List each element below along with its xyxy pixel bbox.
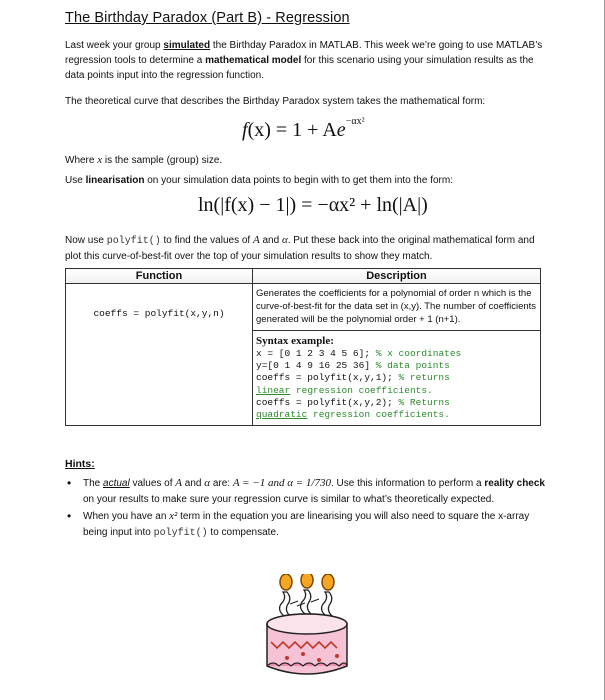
code-line: coeffs = polyfit(x,y,1); % returns (256, 372, 450, 384)
code-line: coeffs = polyfit(x,y,2); % Returns (256, 396, 450, 408)
linearise-paragraph: Use linearisation on your simulation data points to begin with to get them into the form: (65, 175, 453, 186)
table-header-function: Function (66, 269, 253, 284)
polyfit-paragraph: Now use polyfit() to find the values of A and α. Put these back into the original mathematical form and plot this curve-of-best-fit over the top of your simulation results to show they match. (65, 234, 535, 262)
function-table (65, 268, 541, 426)
code-line: linear regression coefficients. (256, 384, 433, 396)
equation-model: $f(x) = 1 + Ae^{-\alpha x^2}$ (242, 116, 365, 141)
description-text: Generates the coefficients for a polynomial of order n which is the curve-of-best-fit for the data set in (x,y). The number of coefficients generated will be the polynomial order + 1 (n+1). (253, 284, 540, 331)
document-title: The Birthday Paradox (Part B) - Regression (65, 10, 350, 26)
where-paragraph: Where x is the sample (group) size. (65, 154, 223, 166)
code-line: quadratic regression coefficients. (256, 409, 450, 421)
table-header-description: Description (253, 269, 541, 284)
code-line: y=[0 1 4 9 16 25 36] % data points (256, 360, 450, 372)
hints-list (65, 476, 545, 543)
hint-item: • The actual values of A and α are: A = −1 and α = 1/730. Use this information to perform a reality check on your results to make sure your regression curve is similar to what’s theoretically expected. (65, 476, 545, 507)
code-line: x = [0 1 2 3 4 5 6]; % x coordinates (256, 348, 462, 359)
birthday-cake-icon (257, 574, 357, 692)
hints-heading: Hints: (65, 458, 95, 470)
function-cell: coeffs = polyfit(x,y,n) (66, 284, 253, 426)
description-cell (253, 284, 541, 426)
theory-paragraph: The theoretical curve that describes the Birthday Paradox system takes the mathematical form: (65, 96, 486, 107)
intro-paragraph: Last week your group simulated the Birthday Paradox in MATLAB. This week we’re going to use MATLAB’s regression tools to determine a mathematical model for this scenario using your simulation results as the data points input into the regression function. (65, 40, 543, 81)
hint-item: • When you have an x² term in the equation you are linearising you will also need to square the x-array being input into polyfit() to compensate. (65, 509, 545, 541)
syntax-example (253, 331, 540, 425)
equation-linearised: ln(|f(x) − 1|) = −αx² + ln(|A|) (198, 194, 428, 216)
syntax-title: Syntax example: (256, 335, 334, 347)
